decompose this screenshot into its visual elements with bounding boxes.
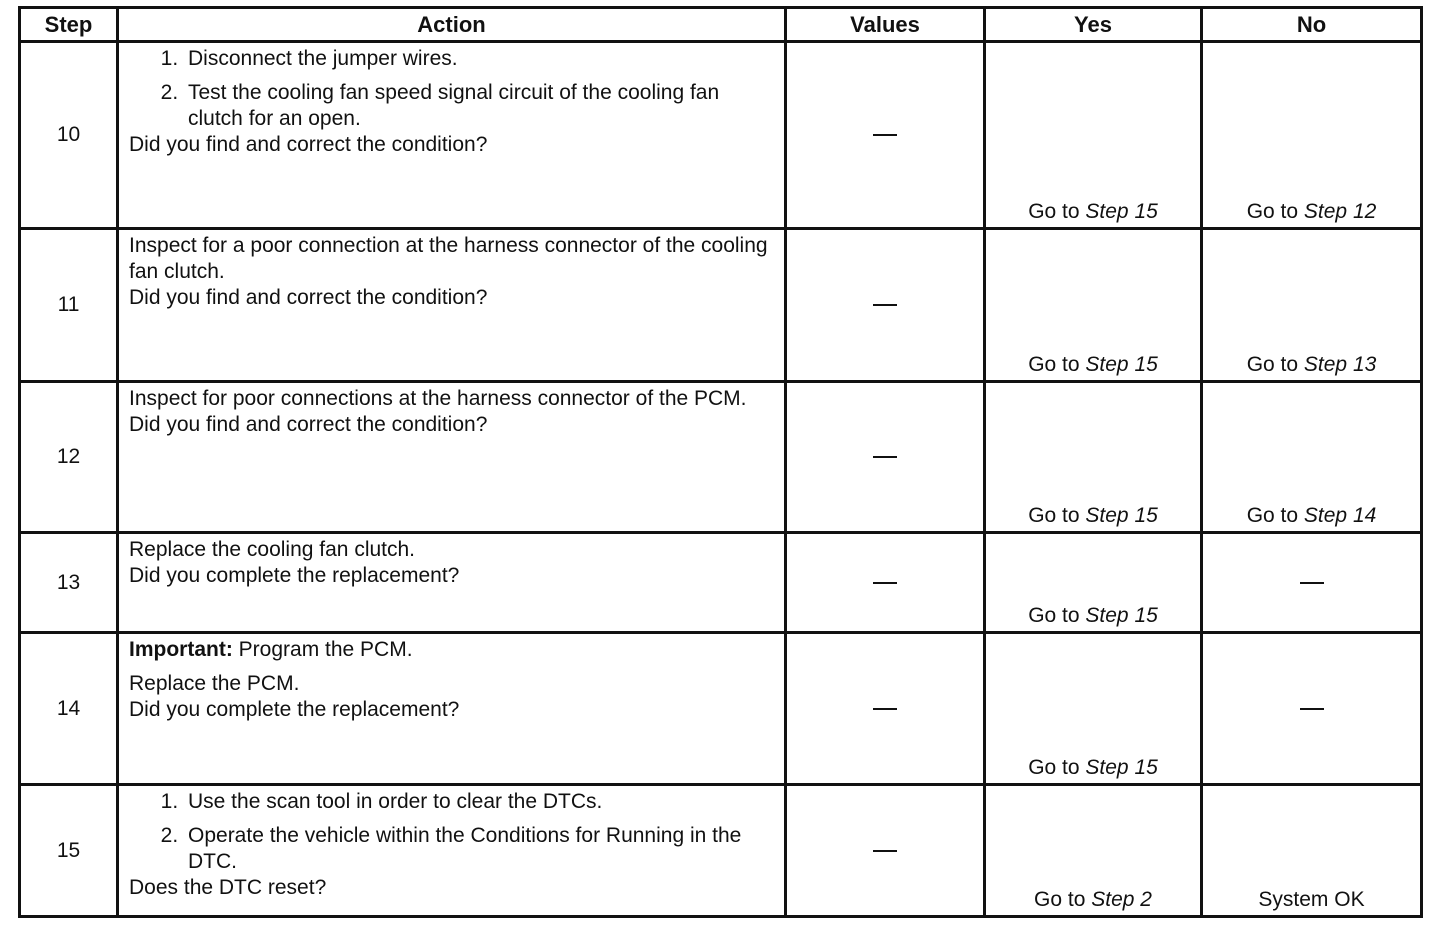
- step-number: 14: [20, 633, 118, 785]
- action-question: Did you complete the replacement?: [129, 698, 460, 721]
- yes-step-link[interactable]: Step 15: [1085, 353, 1158, 376]
- action-question: Did you find and correct the condition?: [129, 133, 488, 156]
- dash: [873, 582, 897, 584]
- action-question: Did you find and correct the condition?: [129, 286, 488, 309]
- no-prefix: Go to: [1246, 200, 1299, 223]
- yes-step-link[interactable]: Step 15: [1085, 756, 1158, 779]
- action-list-item: 2. Operate the vehicle within the Conditions for Running in the DTC.: [184, 823, 774, 875]
- yes-cell: [985, 42, 1202, 229]
- diagnostic-table-page: [18, 6, 1420, 918]
- action-text: Replace the cooling fan clutch.: [129, 538, 416, 561]
- action-question: Does the DTC reset?: [129, 876, 327, 899]
- no-cell: [1202, 229, 1422, 382]
- yes-prefix: Go to: [1034, 888, 1086, 911]
- yes-prefix: Go to: [1028, 353, 1080, 376]
- no-cell: [1202, 785, 1422, 917]
- step-number: 11: [20, 229, 118, 382]
- header-step: Step: [20, 8, 118, 42]
- yes-cell: [985, 533, 1202, 633]
- yes-prefix: Go to: [1028, 604, 1080, 627]
- table-row: [20, 229, 1422, 382]
- no-step-link[interactable]: Step 13: [1303, 353, 1377, 376]
- important-text: Program the PCM.: [232, 638, 413, 661]
- step-number: 10: [20, 42, 118, 229]
- yes-step-link[interactable]: Step 2: [1091, 888, 1152, 911]
- table-header-row: [20, 8, 1422, 42]
- no-prefix: Go to: [1246, 353, 1299, 376]
- action-text: Inspect for poor connections at the harness connector of the PCM.: [129, 387, 747, 410]
- action-list-item: 2. Test the cooling fan speed signal circuit of the cooling fan clutch for an open.: [184, 80, 774, 132]
- table-row: [20, 42, 1422, 229]
- action-question: Did you find and correct the condition?: [129, 413, 488, 436]
- action-question: Did you complete the replacement?: [129, 564, 460, 587]
- no-cell: [1202, 42, 1422, 229]
- yes-step-link[interactable]: Step 15: [1085, 604, 1158, 627]
- action-cell: [118, 42, 786, 229]
- dash: [873, 134, 897, 136]
- yes-cell: [985, 382, 1202, 533]
- values-cell: [786, 382, 985, 533]
- yes-prefix: Go to: [1028, 756, 1080, 779]
- action-cell: [118, 633, 786, 785]
- dash: [873, 708, 897, 710]
- yes-prefix: Go to: [1028, 200, 1080, 223]
- no-result: System OK: [1258, 888, 1365, 911]
- table-row: [20, 633, 1422, 785]
- dash: [1300, 582, 1324, 584]
- action-text: Replace the PCM.: [129, 672, 300, 695]
- dash: [873, 850, 897, 852]
- yes-cell: [985, 633, 1202, 785]
- yes-step-link[interactable]: Step 15: [1085, 504, 1158, 527]
- action-cell: [118, 229, 786, 382]
- dash: [873, 304, 897, 306]
- header-no: No: [1202, 8, 1422, 42]
- table-row: [20, 533, 1422, 633]
- action-list: [129, 46, 774, 132]
- no-cell: [1202, 533, 1422, 633]
- action-cell: [118, 382, 786, 533]
- table-row: [20, 785, 1422, 917]
- values-cell: [786, 533, 985, 633]
- action-list-item: 1. Disconnect the jumper wires.: [184, 46, 774, 72]
- no-prefix: Go to: [1246, 504, 1299, 527]
- diagnostic-step-table: [18, 6, 1423, 918]
- dash: [873, 456, 897, 458]
- action-list: [129, 789, 774, 875]
- yes-cell: [985, 229, 1202, 382]
- action-list-item: 1. Use the scan tool in order to clear the DTCs.: [184, 789, 774, 815]
- no-step-link[interactable]: Step 14: [1303, 504, 1377, 527]
- action-cell: [118, 533, 786, 633]
- step-number: 12: [20, 382, 118, 533]
- no-cell: [1202, 633, 1422, 785]
- header-action: Action: [118, 8, 786, 42]
- dash: [1300, 708, 1324, 710]
- no-cell: [1202, 382, 1422, 533]
- yes-step-link[interactable]: Step 15: [1085, 200, 1158, 223]
- values-cell: [786, 785, 985, 917]
- yes-prefix: Go to: [1028, 504, 1080, 527]
- action-cell: [118, 785, 786, 917]
- header-values: Values: [786, 8, 985, 42]
- step-number: 15: [20, 785, 118, 917]
- no-step-link[interactable]: Step 12: [1303, 200, 1377, 223]
- values-cell: [786, 633, 985, 785]
- important-note: [129, 637, 774, 663]
- values-cell: [786, 229, 985, 382]
- table-row: [20, 382, 1422, 533]
- header-yes: Yes: [985, 8, 1202, 42]
- important-label: Important:: [129, 638, 233, 661]
- step-number: 13: [20, 533, 118, 633]
- yes-cell: [985, 785, 1202, 917]
- action-text: Inspect for a poor connection at the harness connector of the cooling fan clutch.: [129, 234, 768, 283]
- values-cell: [786, 42, 985, 229]
